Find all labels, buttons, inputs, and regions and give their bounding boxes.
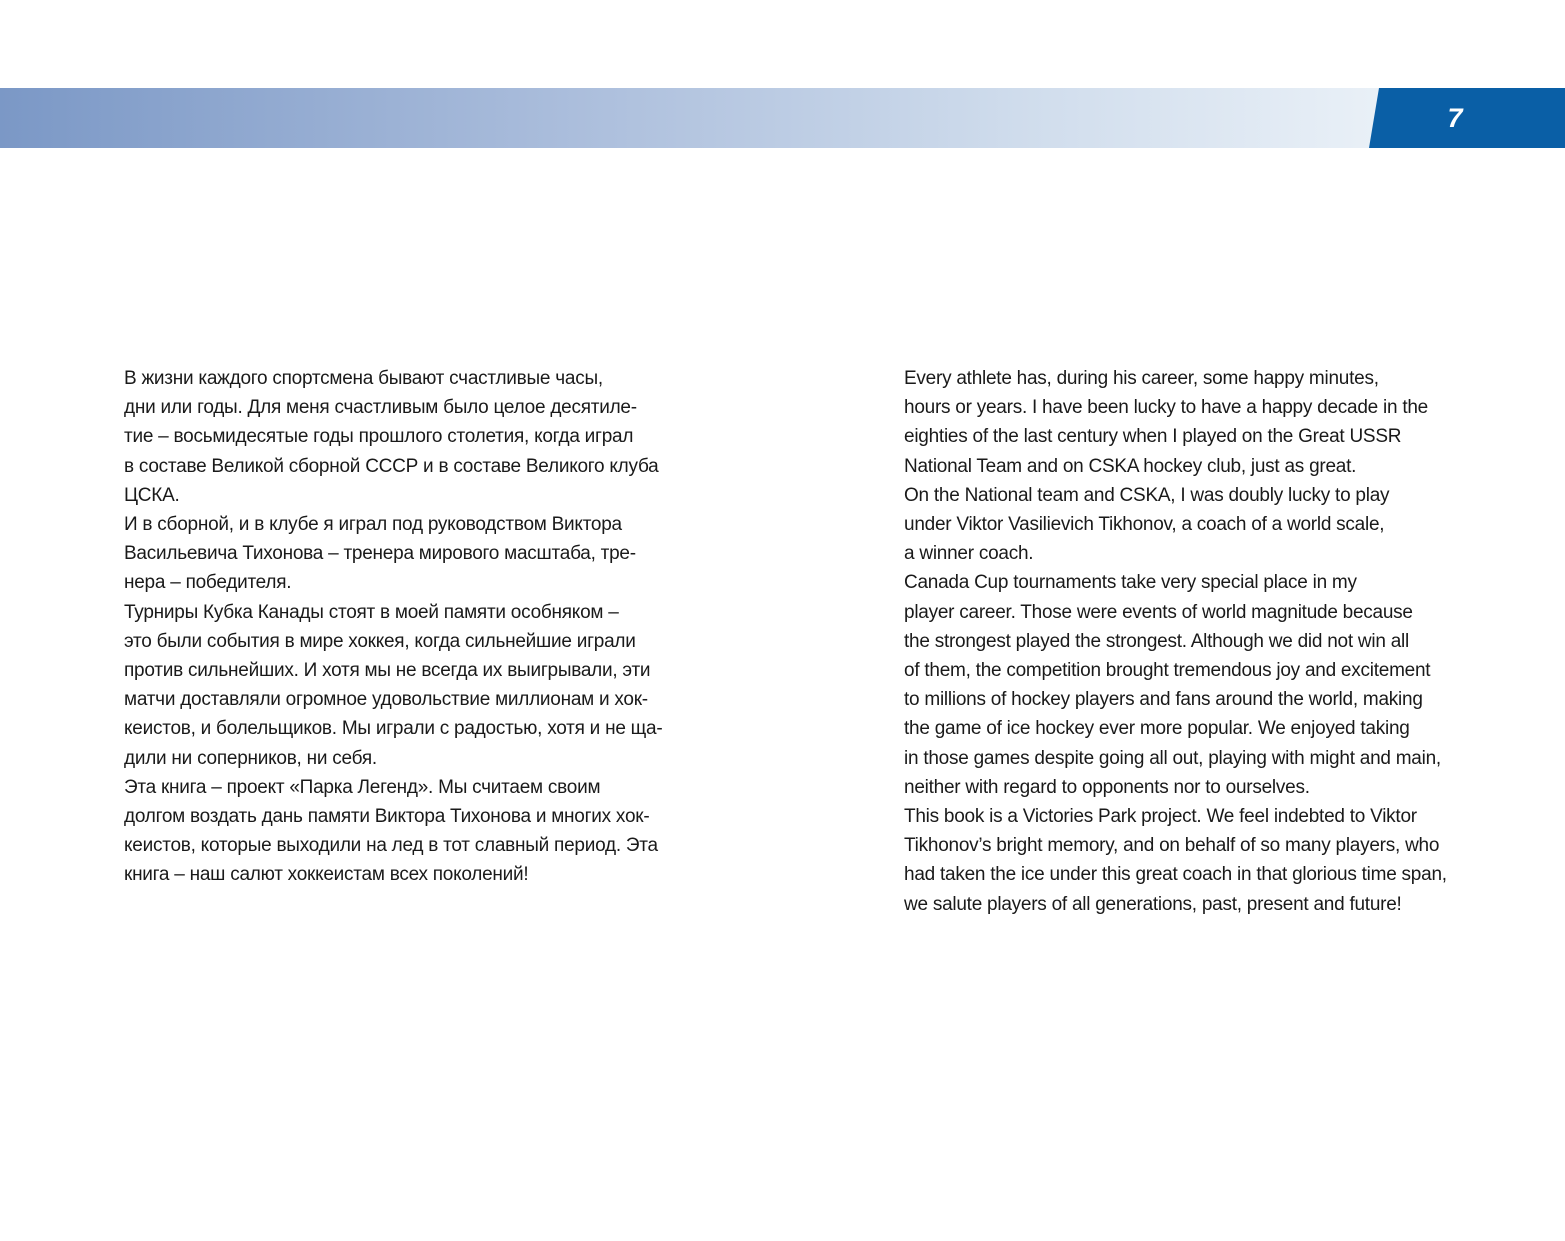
paragraph [868, 364, 1438, 481]
paragraph [88, 364, 659, 510]
text-line: долгом воздать дань памяти Виктора Тихонова и многих хок- [124, 806, 650, 828]
text-line: the game of ice hockey ever more popular. We enjoyed taking [904, 718, 1410, 740]
text-line: матчи доставляли огромное удовольствие миллионам и хок- [124, 689, 648, 711]
text-line: to millions of hockey players and fans around the world, making [904, 689, 1423, 711]
text-line: a winner coach. [904, 543, 1034, 565]
text-line: тие – восьмидесятые годы прошлого столетия, когда играл [124, 426, 634, 448]
text-line: This book is a Victories Park project. We feel indebted to Viktor [904, 806, 1417, 828]
text-line: Tikhonov’s bright memory, and on behalf of so many players, who [904, 835, 1440, 857]
paragraph [88, 773, 658, 890]
text-line: Canada Cup tournaments take very special place in my [904, 572, 1357, 594]
paragraph [868, 481, 1438, 569]
paragraph [868, 568, 1441, 802]
text-line: hours or years. I have been lucky to have a happy decade in the [904, 397, 1428, 419]
text-line: in those games despite going all out, playing with might and main, [904, 747, 1441, 769]
text-line: National Team and on CSKA hockey club, just as great. [904, 455, 1357, 477]
text-line: On the National team and CSKA, I was doubly lucky to play [904, 484, 1390, 506]
text-line: the strongest played the strongest. Although we did not win all [904, 630, 1409, 652]
text-line: кеистов, и болельщиков. Мы играли с радостью, хотя и не ща- [124, 718, 663, 740]
text-line: дни или годы. Для меня счастливым было целое десятиле- [124, 397, 637, 419]
text-line: это были события в мире хоккея, когда сильнейшие играли [124, 630, 636, 652]
text-line: player career. Those were events of world magnitude because [904, 601, 1413, 623]
text-line: had taken the ice under this great coach in that glorious time span, [904, 864, 1447, 886]
text-line: Эта книга – проект «Парка Легенд». Мы считаем своим [124, 776, 601, 798]
header-gradient-band [0, 88, 1565, 148]
text-line: ЦСКА. [124, 484, 180, 506]
page-number: 7 [1447, 103, 1463, 133]
paragraph [88, 510, 648, 598]
text-line: И в сборной, и в клубе я играл под руководством Виктора [124, 514, 622, 536]
text-line: Васильевича Тихонова – тренера мирового масштаба, тре- [124, 543, 636, 565]
text-line: против сильнейших. И хотя мы не всегда их выигрывали, эти [124, 660, 651, 682]
text-line: under Viktor Vasilievich Tikhonov, a coach of a world scale, [904, 514, 1385, 536]
english-text-column [868, 364, 1447, 919]
text-line: neither with regard to opponents nor to ourselves. [904, 776, 1310, 798]
paragraph [88, 598, 663, 773]
text-line: дили ни соперников, ни себя. [124, 747, 377, 769]
text-line: нера – победителя. [124, 572, 292, 594]
text-line: в составе Великой сборной СССР и в составе Великого клуба [124, 455, 659, 477]
paragraph [868, 802, 1447, 919]
text-line: of them, the competition brought tremendous joy and excitement [904, 660, 1431, 682]
text-line: В жизни каждого спортсмена бывают счастливые часы, [124, 368, 603, 389]
text-line: книга – наш салют хоккеистам всех поколений! [124, 864, 529, 886]
text-line: кеистов, которые выходили на лед в тот славный период. Эта [124, 835, 658, 857]
text-line: Every athlete has, during his career, some happy minutes, [904, 368, 1379, 389]
text-line: we salute players of all generations, past, present and future! [904, 893, 1402, 915]
russian-text-column [88, 364, 663, 890]
text-line: eighties of the last century when I played on the Great USSR [904, 426, 1402, 448]
text-line: Турниры Кубка Канады стоят в моей памяти особняком – [124, 601, 619, 623]
